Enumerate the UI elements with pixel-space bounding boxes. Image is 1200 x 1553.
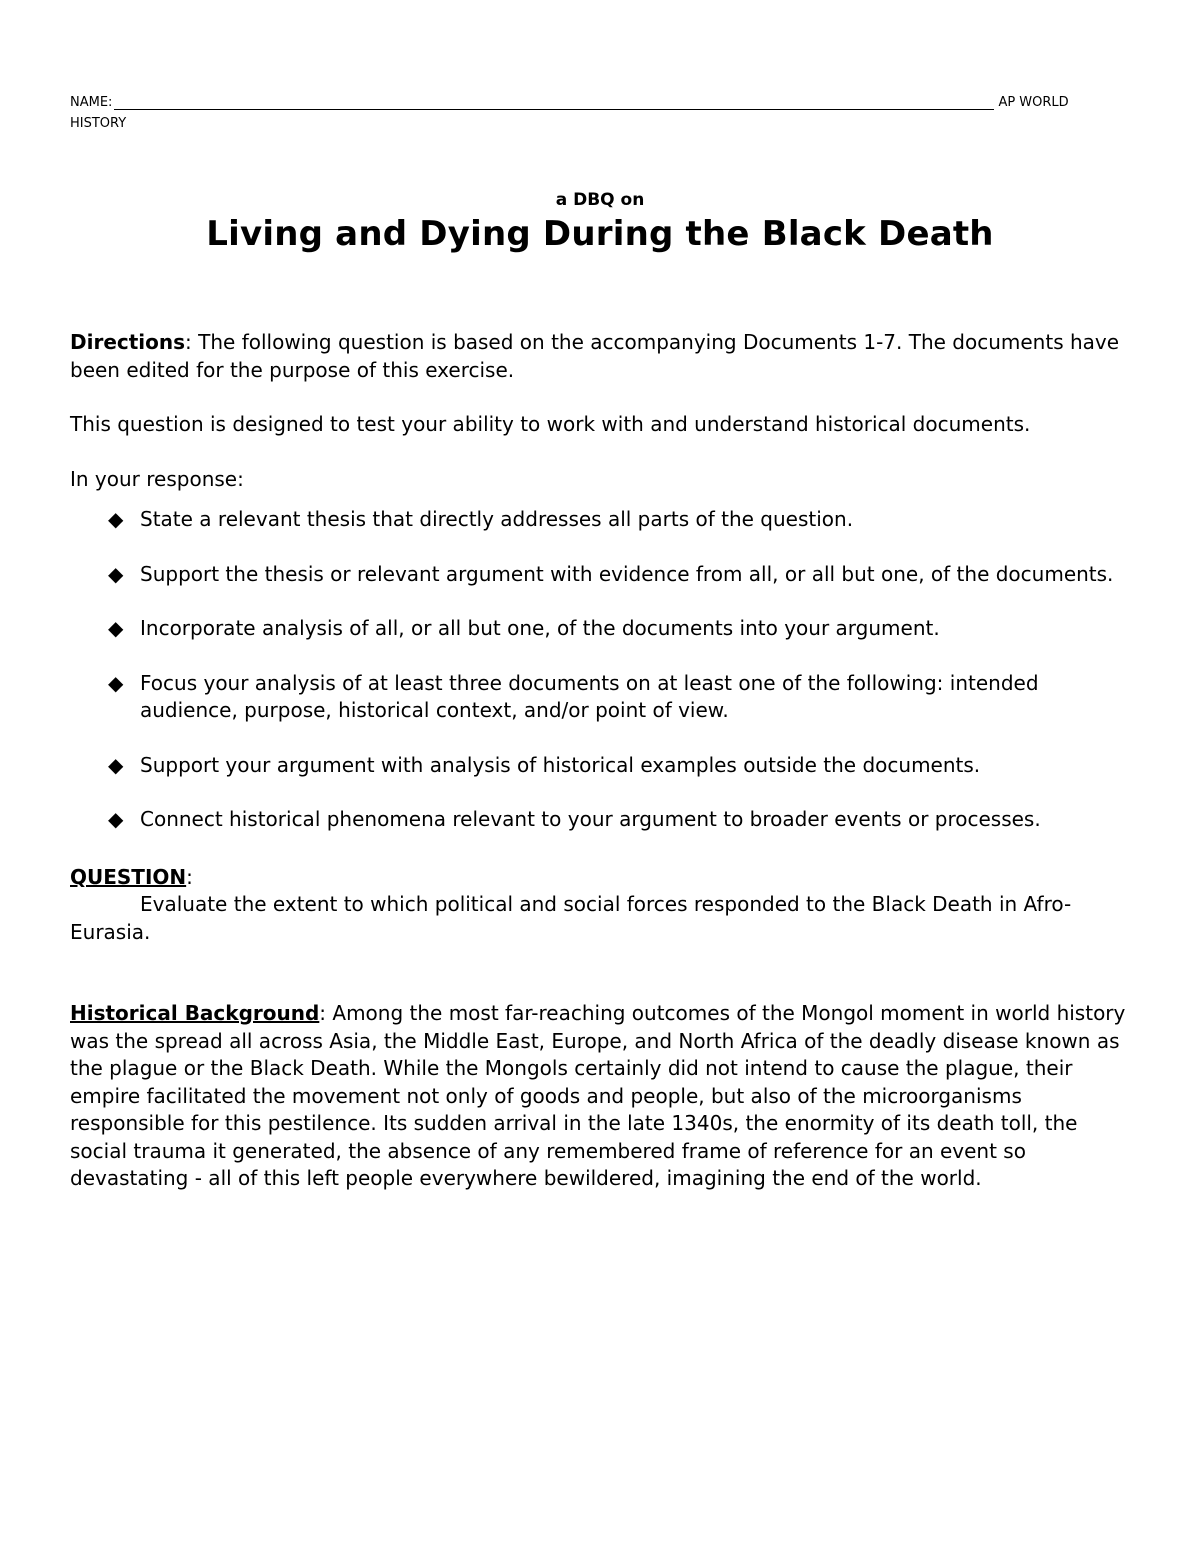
- list-item-text: State a relevant thesis that directly addresses all parts of the question.: [140, 507, 854, 531]
- list-item: [70, 561, 1130, 589]
- list-item: [70, 806, 1130, 834]
- list-item-text: Support the thesis or relevant argument with evidence from all, or all but one, of the documents.: [140, 561, 1114, 586]
- historical-background-section: [70, 1000, 1130, 1193]
- list-item: [70, 670, 1130, 725]
- background-text: : Among the most far-reaching outcomes of the Mongol moment in world history was the spread all across Asia, the Middle East, Europe, and North Africa of the deadly disease known as the plague or the Black Death. While the Mongols certainly did not intend to cause the plague, their empire facilitated the movement not only of goods and people, but also of the microorganisms responsible for this pestilence. Its sudden arrival in the late 1340s, the enormity of its death toll, the social trauma it generated, the absence of any remembered frame of reference for an event so devastating - all of this left people everywhere bewildered, imagining the end of the world.: [70, 1001, 1126, 1190]
- list-item: [70, 506, 1130, 534]
- test-statement: This question is designed to test your ability to work with and understand historical documents.: [70, 412, 1031, 436]
- document-body: [70, 329, 1130, 1193]
- background-paragraph: [70, 1000, 1130, 1193]
- page-subtitle: a DBQ on: [555, 190, 645, 210]
- directions-paragraph: [70, 329, 1130, 384]
- list-item-text: Connect historical phenomena relevant to your argument to broader events or processes.: [140, 807, 1041, 831]
- diamond-bullet-icon: ◆: [108, 670, 124, 695]
- list-item-text: Focus your analysis of at least three documents on at least one of the following: intended audience, purpose, historical context, and/or point of view.: [140, 670, 1039, 722]
- page-header: [70, 92, 1130, 134]
- list-item-text: Support your argument with analysis of historical examples outside the documents.: [140, 752, 981, 777]
- question-colon: :: [186, 864, 193, 889]
- response-requirements-list: [70, 506, 1130, 834]
- course-label-continued: HISTORY: [70, 116, 127, 131]
- header-line: [70, 92, 1130, 113]
- list-item-text: Incorporate analysis of all, or all but one, of the documents into your argument.: [140, 616, 940, 640]
- question-text: Evaluate the extent to which political and social forces responded to the Black Death in Afro-Eurasia.: [70, 892, 1072, 944]
- diamond-bullet-icon: ◆: [108, 561, 124, 586]
- diamond-bullet-icon: ◆: [108, 616, 124, 640]
- question-heading: [70, 864, 1130, 892]
- question-label: QUESTION: [70, 864, 187, 889]
- name-blank-line[interactable]: [114, 95, 994, 110]
- list-item: [70, 615, 1130, 643]
- diamond-bullet-icon: ◆: [108, 507, 124, 531]
- question-section: [70, 864, 1130, 947]
- name-label: NAME:: [70, 95, 113, 110]
- list-item: [70, 752, 1130, 780]
- page-title: Living and Dying During the Black Death: [206, 214, 994, 254]
- directions-label: Directions: [70, 330, 186, 354]
- diamond-bullet-icon: ◆: [108, 752, 124, 777]
- background-label: Historical Background: [70, 1001, 320, 1025]
- response-intro: In your response:: [70, 466, 244, 491]
- diamond-bullet-icon: ◆: [108, 807, 124, 831]
- directions-text: : The following question is based on the accompanying Documents 1-7. The documents have been edited for the purpose of this exercise.: [70, 330, 1120, 382]
- course-label: AP WORLD: [998, 95, 1069, 110]
